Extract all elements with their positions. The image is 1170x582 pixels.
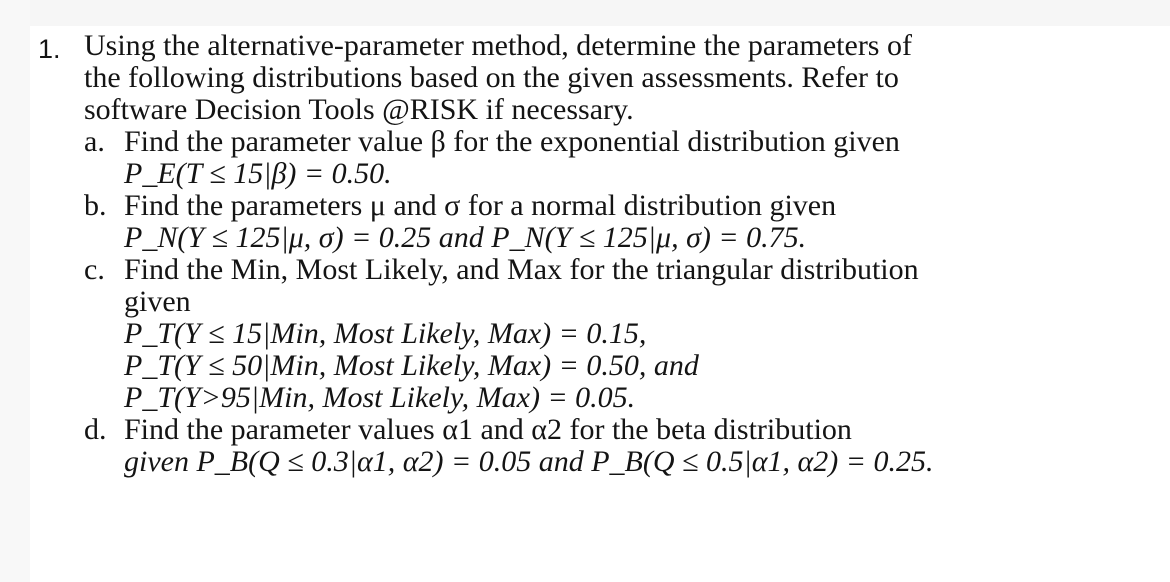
part-formula: P_T(Y>95|Min, Most Likely, Max) = 0.05. (124, 381, 636, 414)
problem-1 (38, 30, 1158, 478)
part-body (124, 126, 1134, 190)
intro-line: the following distributions based on the given assessments. Refer to (84, 61, 899, 94)
problem-intro (84, 30, 1084, 126)
part-d (84, 414, 1158, 478)
problem-stem (38, 30, 1158, 126)
part-b (84, 190, 1158, 254)
part-a (84, 126, 1158, 190)
part-formula: P_T(Y ≤ 15|Min, Most Likely, Max) = 0.15, (124, 317, 647, 350)
part-line: Find the parameter value β for the exponential distribution given (124, 125, 900, 158)
part-c (84, 254, 1158, 414)
part-formula: given P_B(Q ≤ 0.3|α1, α2) = 0.05 and P_B(Q ≤ 0.5|α1, α2) = 0.25. (124, 445, 934, 478)
intro-line: Using the alternative-parameter method, determine the parameters of (84, 29, 912, 62)
part-body (124, 190, 1134, 254)
part-line: given (124, 285, 191, 318)
part-formula: P_E(T ≤ 15|β) = 0.50. (124, 157, 392, 190)
part-formula: P_N(Y ≤ 125|μ, σ) = 0.25 and P_N(Y ≤ 125|μ, σ) = 0.75. (124, 221, 807, 254)
problem-parts (84, 126, 1158, 478)
part-body (124, 254, 1134, 414)
part-label: c. (84, 253, 105, 286)
problem-number: 1. (38, 34, 61, 64)
left-margin (0, 0, 30, 582)
top-margin (0, 0, 1170, 26)
part-line: Find the parameter values α1 and α2 for the beta distribution (124, 413, 852, 446)
part-label: d. (84, 413, 107, 446)
part-label: b. (84, 189, 107, 222)
part-line: Find the parameters μ and σ for a normal distribution given (124, 189, 837, 222)
intro-line: software Decision Tools @RISK if necessary. (84, 93, 634, 126)
part-line: Find the Min, Most Likely, and Max for the triangular distribution (124, 253, 919, 286)
part-body (124, 414, 1134, 478)
part-label: a. (84, 125, 105, 158)
part-formula: P_T(Y ≤ 50|Min, Most Likely, Max) = 0.50, and (124, 349, 699, 382)
